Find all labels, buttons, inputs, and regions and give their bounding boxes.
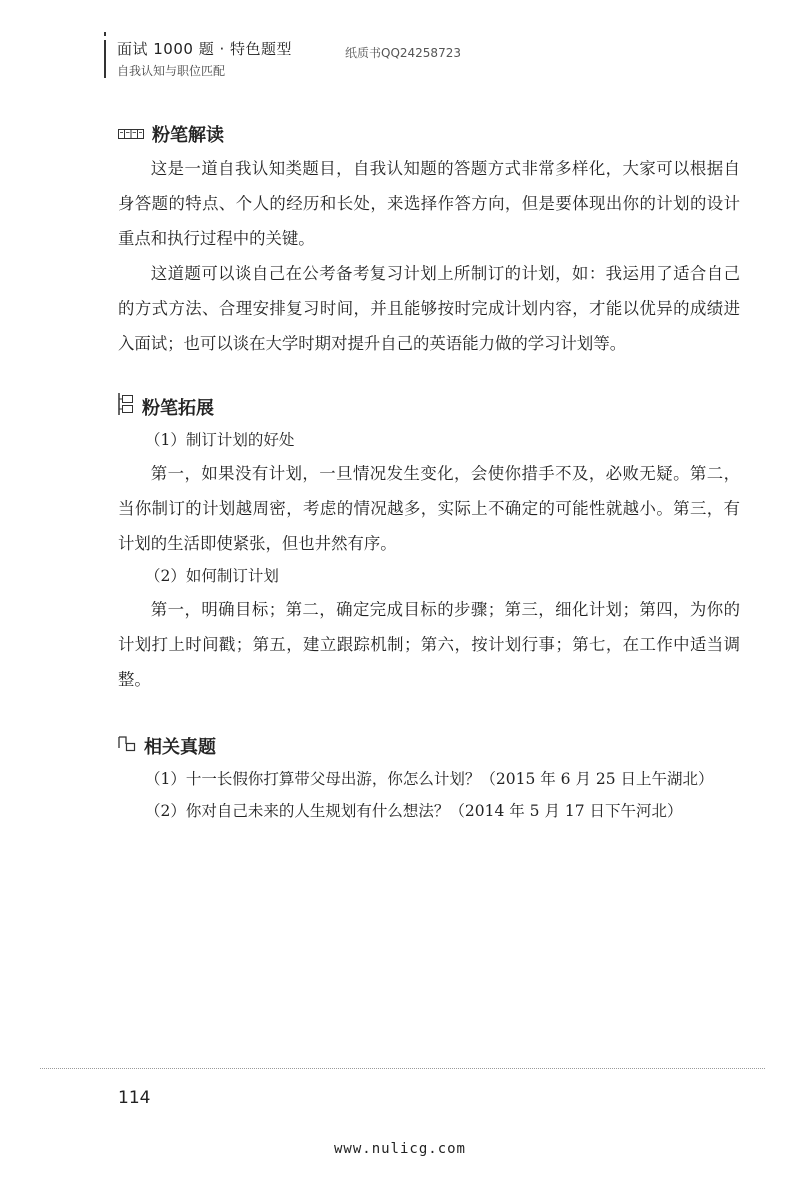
section-heading-label: 粉笔解读 [152,125,224,146]
section-heading-extension [118,393,214,420]
extension-item-1-text: 第一，如果没有计划，一旦情况发生变化，会使你措手不及，必败无疑。第二，当你制订的计划越周密，考虑的情况越多，实际上不确定的可能性就越小。第三，有计划的生活即使紧张，但也井然有序。 [118,464,740,553]
section-heading-interpretation [118,121,224,147]
book-icon [118,124,144,145]
extension-item-2-title: （2）如何制订计划 [145,567,279,585]
watermark-text: 纸质书QQ24258723 [345,46,461,60]
interpretation-paragraph-1: 这是一道自我认知类题目，自我认知题的答题方式非常多样化，大家可以根据自身答题的特点、个人的经历和长处，来选择作答方向，但是要体现出你的计划的设计重点和执行过程中的关键。 [118,159,740,248]
book-subtitle: 自我认知与职位匹配 [117,64,226,78]
header-divider-dot [104,32,106,36]
section-heading-label: 粉笔拓展 [142,397,214,419]
footer-url: www.nulicg.com [333,1141,466,1157]
footer-dotted-rule [40,1068,765,1069]
book-title: 面试 1000 题 · 特色题型 [117,40,293,58]
extension-item-1-title: （1）制订计划的好处 [145,431,295,449]
header-divider [104,40,106,78]
page-number: 114 [118,1088,151,1108]
section-heading-related [118,733,216,759]
related-question-2: （2）你对自己未来的人生规划有什么想法？（2014 年 5 月 17 日下午河北） [145,802,683,820]
section-heading-label: 相关真题 [144,737,216,758]
interpretation-paragraph-2: 这道题可以谈自己在公考备考复习计划上所制订的计划，如：我运用了适合自己的方式方法、合理安排复习时间，并且能够按时完成计划内容，才能以优异的成绩进入面试；也可以谈在大学时期对提升自己的英语能力做的学习计划等。 [118,264,740,353]
related-question-1: （1）十一长假你打算带父母出游，你怎么计划？（2015 年 6 月 25 日上午湖北） [145,770,714,788]
question-icon [118,736,136,757]
expand-icon [118,393,134,420]
extension-item-2-text: 第一，明确目标；第二，确定完成目标的步骤；第三，细化计划；第四，为你的计划打上时间戳；第五，建立跟踪机制；第六，按计划行事；第七，在工作中适当调整。 [118,600,740,689]
